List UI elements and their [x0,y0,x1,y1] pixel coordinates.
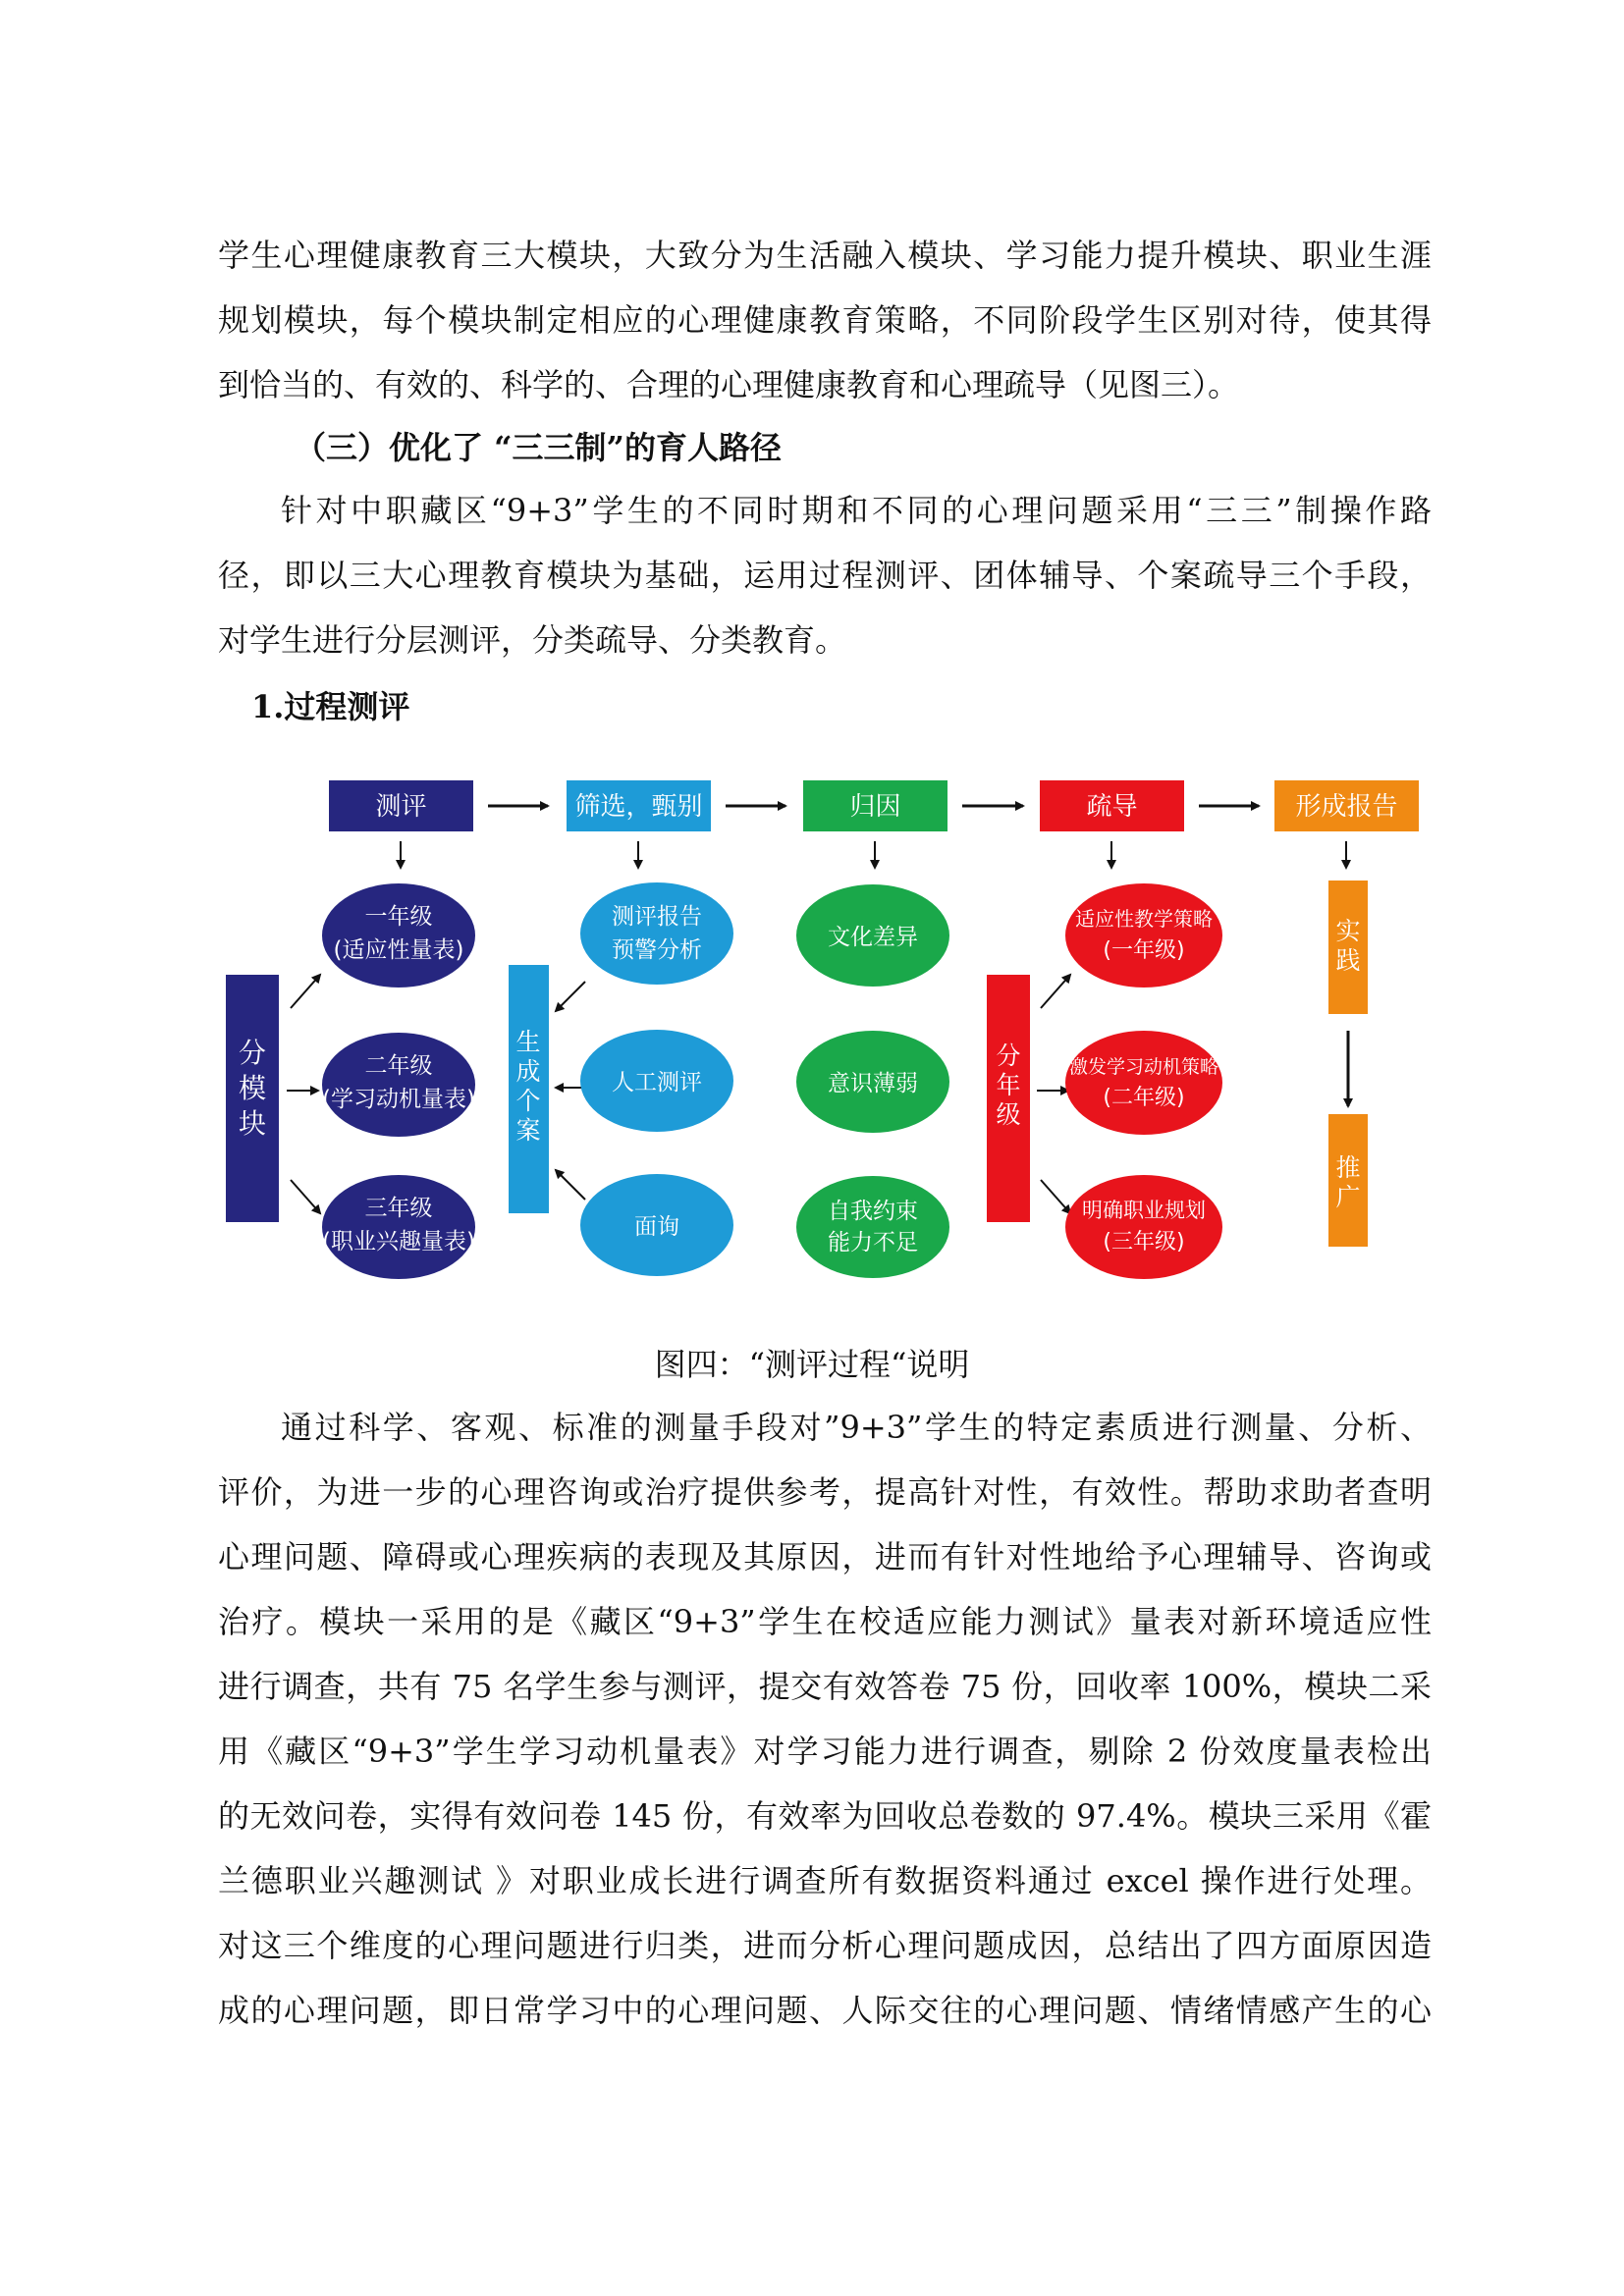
text-line: 对这三个维度的心理问题进行归类，进而分析心理问题成因，总结出了四方面原因造 [218,1927,1432,1964]
box-char: 实 [1335,917,1361,945]
text-line: 成的心理问题，即日常学习中的心理问题、人际交往的心理问题、情绪情感产生的心 [218,1992,1432,2029]
section-heading: （三）优化了 “三三制”的育人路径 [295,429,782,466]
step-label: 归因 [849,792,901,822]
ellipse-report-warning [580,882,733,985]
step-box-assess [329,780,473,831]
side-char: 成 [515,1057,541,1086]
step-label: 测评 [375,792,427,822]
ellipse-text: (适应性量表) [333,937,464,963]
ellipse-text: (学习动机量表) [322,1087,475,1112]
text-line: 用《藏区“9+3”学生学习动机量表》对学习能力进行调查，剔除 2 份效度量表检出 [218,1733,1432,1770]
ellipse-text: 预警分析 [612,937,702,963]
arrow-diagonal [291,975,320,1008]
side-char: 案 [515,1116,541,1145]
text-line: 兰德职业兴趣测试 》对职业成长进行调查所有数据资料通过 excel 操作进行处理。 [218,1862,1432,1899]
ellipse-weak-awareness [796,1031,949,1133]
ellipse-text: 三年级 [364,1196,433,1221]
text-line: 治疗。模块一采用的是《藏区“9+3”学生在校适应能力测试》量表对新环境适应性 [218,1603,1432,1640]
text-line: 针对中职藏区“9+3”学生的不同时期和不同的心理问题采用“三三”制操作路 [281,492,1432,529]
side-bar-grades [987,975,1030,1222]
text-line: 评价，为进一步的心理咨询或治疗提供参考，提高针对性，有效性。帮助求助者查明 [218,1473,1432,1511]
side-bar-modules [226,975,279,1222]
subsection-heading: 1.过程测评 [251,688,410,725]
ellipse-text: 能力不足 [828,1230,918,1255]
text-line: 学生心理健康教育三大模块，大致分为生活融入模块、学习能力提升模块、职业生涯 [218,237,1432,274]
text-line: 的无效问卷，实得有效问卷 145 份，有效率为回收总卷数的 97.4%。模块三采用《霍 [218,1797,1432,1835]
ellipse-interview [580,1174,733,1276]
ellipse-text: 明确职业规划 [1082,1199,1206,1222]
ellipse-grade2-scale [322,1033,475,1137]
ellipse-text: (三年级) [1103,1230,1185,1255]
box-char: 推 [1335,1153,1361,1182]
ellipse-text: 二年级 [364,1053,433,1079]
box-practice [1328,881,1368,1014]
arrow-diagonal [1041,975,1070,1008]
ellipse-text: (一年级) [1103,938,1185,963]
ellipse-text: 文化差异 [828,925,918,950]
step-label: 筛选，甄别 [574,792,703,822]
step-box-screen [567,780,711,831]
ellipse-text: (职业兴趣量表) [322,1229,475,1255]
ellipse-career-planning [1065,1175,1222,1279]
text-line: 规划模块，每个模块制定相应的心理健康教育策略，不同阶段学生区别对待，使其得 [218,301,1432,339]
text-line: 进行调查，共有 75 名学生参与测评，提交有效答卷 75 份，回收率 100%，模块二采 [218,1668,1432,1705]
ellipse-grade1-scale [322,883,475,988]
ellipse-text: 面询 [634,1214,679,1240]
step-box-report [1274,780,1419,831]
side-char: 级 [996,1100,1021,1129]
ellipse-text: 适应性教学策略 [1075,907,1213,931]
arrow-diagonal [1041,1180,1070,1213]
side-char: 分 [996,1041,1021,1070]
box-char: 践 [1335,946,1361,975]
ellipse-adaptive-teaching [1065,883,1222,988]
box-promote [1328,1114,1368,1247]
ellipse-text: 一年级 [364,904,433,930]
text-line: 心理问题、障碍或心理疾病的表现及其原因，进而有针对性地给予心理辅导、咨询或 [218,1538,1432,1575]
text-line: 到恰当的、有效的、科学的、合理的心理健康教育和心理疏导（见图三）。 [218,366,1240,403]
text-line: 通过科学、客观、标准的测量手段对”9+3”学生的特定素质进行测量、分析、 [281,1409,1432,1446]
step-label: 疏导 [1086,792,1138,822]
paragraph-assessment [218,1395,1432,2043]
arrow-diagonal [556,1170,585,1200]
side-char: 块 [238,1107,267,1140]
ellipse-text: 测评报告 [612,904,702,930]
down-arrows [401,841,1346,868]
ellipse-motivation-strategy [1065,1031,1222,1135]
side-char: 分 [238,1037,267,1069]
box-char: 广 [1335,1183,1361,1211]
figure-caption: 图四：“测评过程“说明 [654,1346,970,1383]
ellipse-self-discipline [796,1176,949,1278]
ellipse-text: 人工测评 [612,1070,702,1095]
arrow-diagonal [291,1180,320,1213]
ellipse-cultural-difference [796,884,949,987]
step-label: 形成报告 [1295,792,1398,822]
side-char: 生 [515,1028,541,1056]
side-char: 年 [996,1071,1021,1099]
branch-arrows-col4 [1037,975,1070,1213]
ellipse-text: 激发学习动机策略 [1068,1056,1219,1078]
side-char: 模 [238,1072,267,1104]
ellipse-manual-assessment [580,1030,733,1132]
ellipse-grade3-scale [322,1175,475,1279]
side-char: 个 [515,1087,541,1115]
branch-arrows-col2 [556,982,585,1200]
side-bar-generate-case [509,965,549,1213]
branch-arrows-col1 [287,975,320,1213]
ellipse-text: 意识薄弱 [828,1071,918,1096]
ellipse-text: 自我约束 [828,1199,918,1224]
arrow-diagonal [556,982,585,1011]
ellipse-text: (二年级) [1103,1086,1185,1110]
text-line: 径，即以三大心理教育模块为基础，运用过程测评、团体辅导、个案疏导三个手段， [218,557,1432,594]
step-box-guide [1040,780,1184,831]
step-box-attribute [803,780,947,831]
text-line: 对学生进行分层测评，分类疏导、分类教育。 [218,621,847,659]
